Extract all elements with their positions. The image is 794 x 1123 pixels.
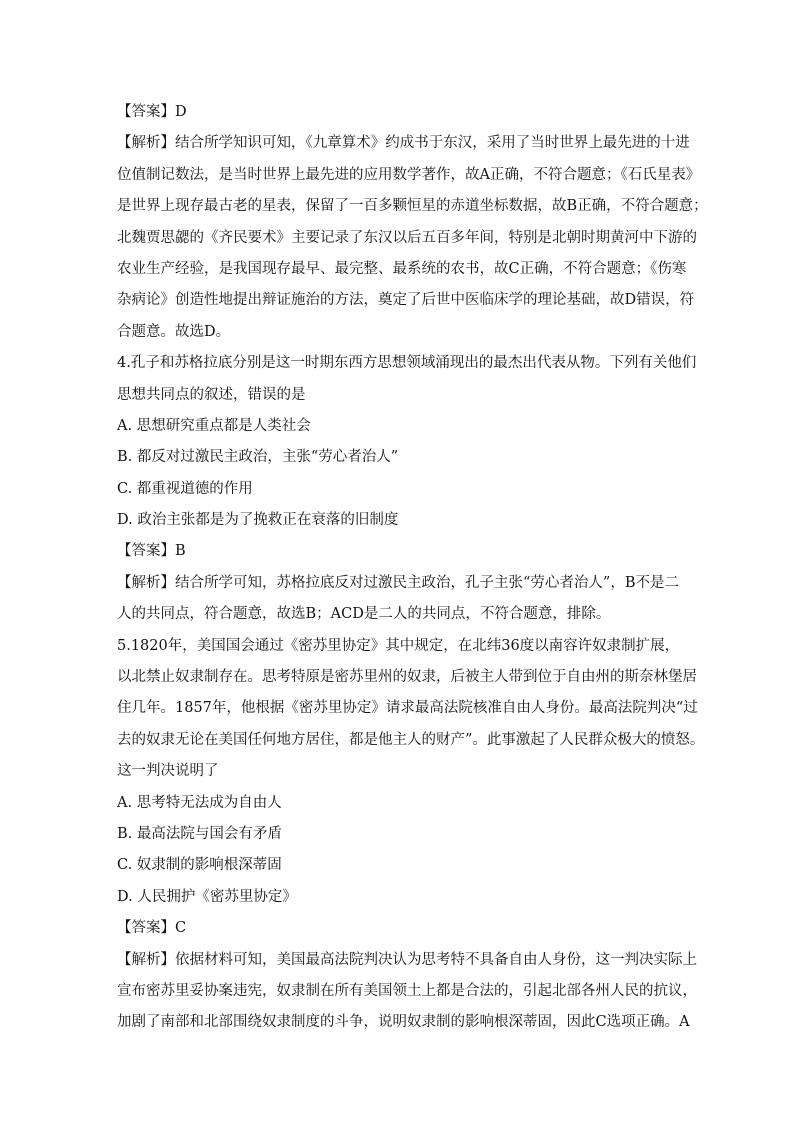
analysis-q3-line-5: 农业生产经验，是我国现存最早、最完整、最系统的农书，故C正确，不符合题意；《伤寒 <box>117 260 687 277</box>
analysis-q3-line-4: 北魏贾思勰的《齐民要术》主要记录了东汉以后五百多年间，特别是北朝时期黄河中下游的 <box>117 229 697 246</box>
question-5-stem-line-5: 这一判决说明了 <box>117 763 219 780</box>
analysis-q3-line-6: 杂病论》创造性地提出辩证施治的方法，奠定了后世中医临床学的理论基础，故D错误，符 <box>117 292 695 309</box>
question-5-option-a: A. 思考特无法成为自由人 <box>117 794 282 811</box>
analysis-q3-line-3: 是世界上现存最古老的星表，保留了一百多颗恒星的赤道坐标数据，故B正确，不符合题意； <box>117 198 708 215</box>
analysis-q5-line-3: 加剧了南部和北部围绕奴隶制度的斗争，说明奴隶制的影响根深蒂固，因此C选项正确。A <box>117 1014 690 1031</box>
question-4-option-c: C. 都重视道德的作用 <box>117 480 253 497</box>
analysis-q4-line-1: 【解析】结合所学可知，苏格拉底反对过激民主政治，孔子主张“劳心者治人”，B不是二 <box>117 574 679 591</box>
question-4-stem-line-1: 4.孔子和苏格拉底分别是这一时期东西方思想领域涌现出的最杰出代表从物。下列有关他们 <box>117 355 697 372</box>
analysis-q4-line-2: 人的共同点，符合题意，故选B；ACD是二人的共同点，不符合题意，排除。 <box>117 606 611 623</box>
question-4-option-d: D. 政治主张都是为了挽救正在衰落的旧制度 <box>117 512 399 529</box>
question-5-stem-line-4: 去的奴隶无论在美国任何地方居住，都是他主人的财产”。此事激起了人民群众极大的愤怒。 <box>117 731 705 748</box>
analysis-q3-line-2: 位值制记数法，是当时世界上最先进的应用数学著作，故A正确，不符合题意；《石氏星表》 <box>117 166 701 183</box>
question-5-option-b: B. 最高法院与国会有矛盾 <box>117 825 282 842</box>
analysis-q3-line-7: 合题意。故选D。 <box>117 323 231 340</box>
analysis-q5-line-2: 宣布密苏里妥协案违宪，奴隶制在所有美国领土上都是合法的，引起北部各州人民的抗议， <box>117 982 697 999</box>
question-4-stem-line-2: 思想共同点的叙述，错误的是 <box>117 386 306 403</box>
question-5-stem-line-1: 5.1820年，美国国会通过《密苏里协定》其中规定，在北纬36度以南容许奴隶制扩展， <box>117 637 680 654</box>
question-5-option-d: D. 人民拥护《密苏里协定》 <box>117 888 297 905</box>
question-5-stem-line-3: 住几年。1857年，他根据《密苏里协定》请求最高法院核准自由人身份。最高法院判决“过 <box>117 700 698 717</box>
question-4-option-a: A. 思想研究重点都是人类社会 <box>117 417 311 434</box>
question-5-option-c: C. 奴隶制的影响根深蒂固 <box>117 857 282 874</box>
analysis-q5-line-1: 【解析】依据材料可知，美国最高法院判决认为思考特不具备自由人身份，这一判决实际上 <box>117 951 697 968</box>
question-5-stem-line-2: 以北禁止奴隶制存在。思考特原是密苏里州的奴隶，后被主人带到位于自由州的斯奈林堡居 <box>117 669 697 686</box>
answer-label-q3: 【答案】D <box>117 104 187 120</box>
document-text-body <box>117 97 708 1039</box>
question-4-option-b: B. 都反对过激民主政治，主张“劳心者治人” <box>117 449 399 466</box>
analysis-q3-line-1: 【解析】结合所学知识可知，《九章算术》约成书于东汉，采用了当时世界上最先进的十进 <box>117 135 690 152</box>
answer-label-q4: 【答案】B <box>117 543 186 560</box>
answer-label-q5: 【答案】C <box>117 920 187 937</box>
